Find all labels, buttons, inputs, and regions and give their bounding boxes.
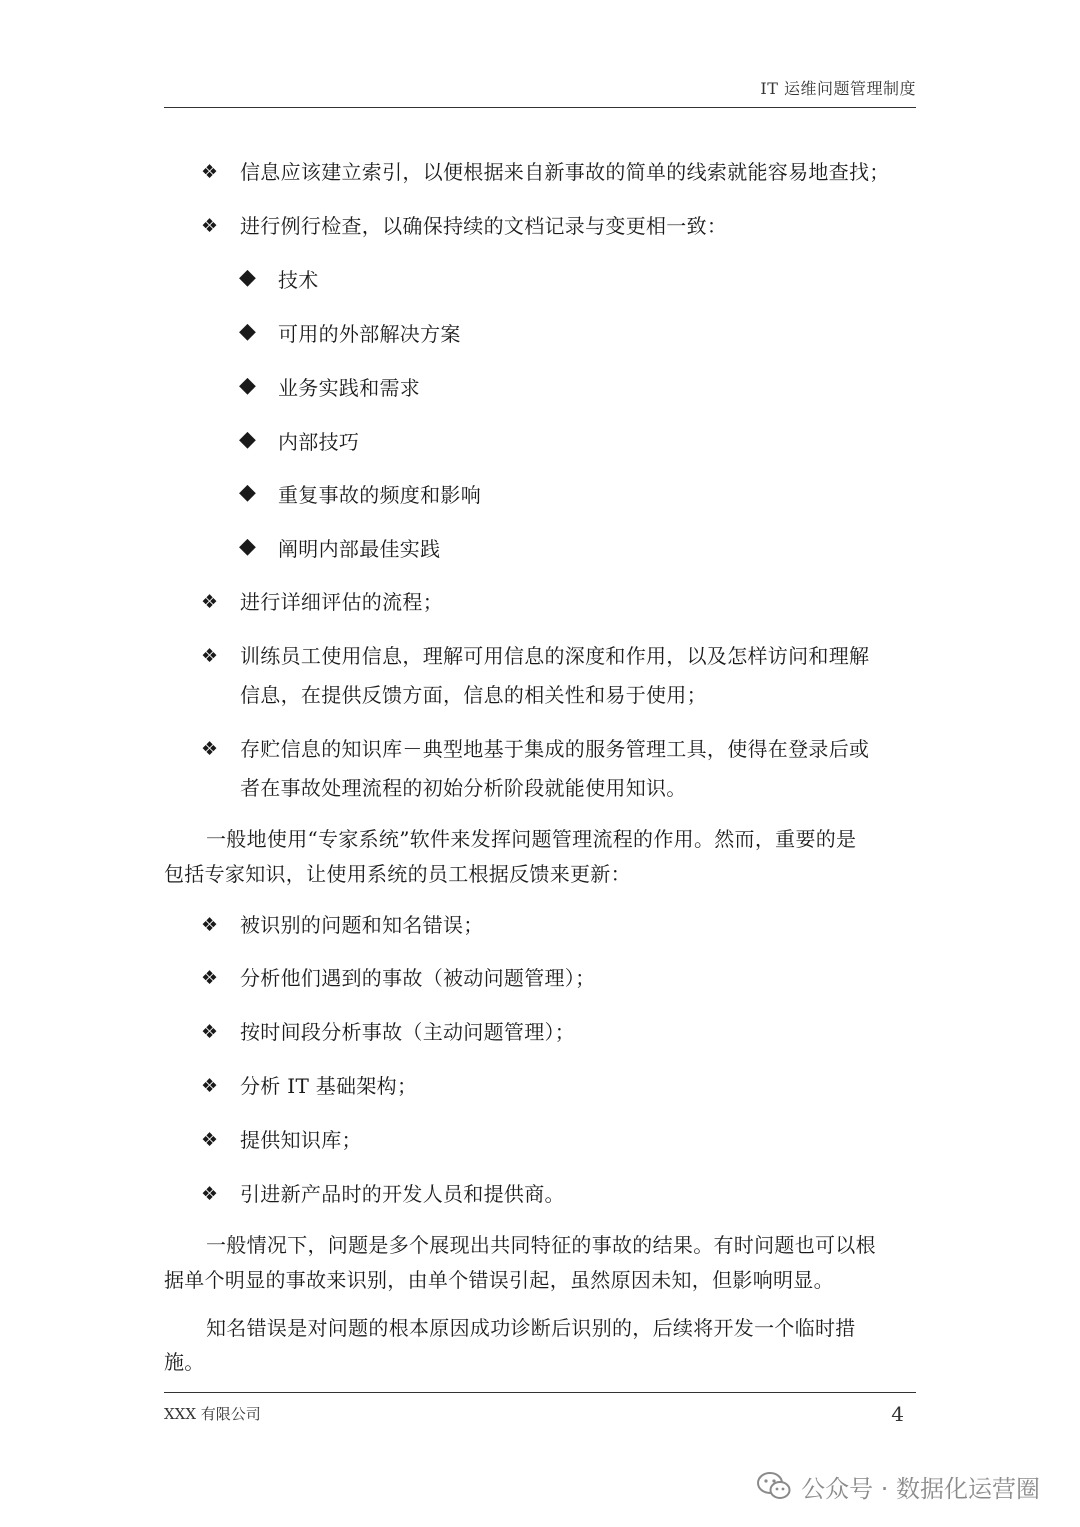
document-title: IT 运维问题管理制度 xyxy=(760,79,916,98)
bullet-icon: ❖ xyxy=(201,1021,219,1043)
paragraph-line: 一般地使用“专家系统”软件来发挥问题管理流程的作用。然而，重要的是 xyxy=(206,827,857,851)
sublist-item: 阐明内部最佳实践 xyxy=(278,537,441,561)
sublist-item: 内部技巧 xyxy=(278,430,360,454)
watermark-text: 公众号 · 数据化运营圈 xyxy=(801,1474,1040,1503)
diamond-bullet-icon: ◆ xyxy=(239,534,256,559)
list-item: 存贮信息的知识库－典型地基于集成的服务管理工具，使得在登录后或 xyxy=(240,737,870,761)
footer-divider xyxy=(164,1392,916,1393)
diamond-bullet-icon: ◆ xyxy=(239,373,256,398)
list-item: 提供知识库； xyxy=(240,1128,362,1152)
bullet-icon: ❖ xyxy=(201,738,219,760)
list-item-continuation: 者在事故处理流程的初始分析阶段就能使用知识。 xyxy=(240,776,687,800)
watermark xyxy=(757,1468,1040,1504)
list-item: 分析 IT 基础架构； xyxy=(240,1074,418,1098)
diamond-bullet-icon: ◆ xyxy=(239,427,256,452)
wechat-icon xyxy=(757,1472,791,1500)
bullet-icon: ❖ xyxy=(201,1129,219,1151)
paragraph-line: 据单个明显的事故来识别，由单个错误引起，虽然原因未知，但影响明显。 xyxy=(164,1268,834,1292)
paragraph-line: 施。 xyxy=(164,1350,205,1374)
list-item: 分析他们遇到的事故（被动问题管理）； xyxy=(240,966,596,990)
paragraph-line: 一般情况下，问题是多个展现出共同特征的事故的结果。有时问题也可以根 xyxy=(206,1233,876,1257)
diamond-bullet-icon: ◆ xyxy=(239,480,256,505)
bullet-icon: ❖ xyxy=(201,215,219,237)
sublist-item: 可用的外部解决方案 xyxy=(278,322,461,346)
header-divider xyxy=(164,107,916,108)
paragraph-line: 知名错误是对问题的根本原因成功诊断后识别的，后续将开发一个临时措 xyxy=(206,1316,856,1340)
paragraph-line: 包括专家知识，让使用系统的员工根据反馈来更新： xyxy=(164,862,631,886)
list-item: 进行例行检查，以确保持续的文档记录与变更相一致： xyxy=(240,214,728,238)
sublist-item: 技术 xyxy=(278,268,319,292)
bullet-icon: ❖ xyxy=(201,914,219,936)
diamond-bullet-icon: ◆ xyxy=(239,319,256,344)
company-name: XXX 有限公司 xyxy=(164,1405,261,1423)
sublist-item: 业务实践和需求 xyxy=(278,376,421,400)
list-item: 按时间段分析事故（主动问题管理）； xyxy=(240,1020,576,1044)
list-item-continuation: 信息，在提供反馈方面，信息的相关性和易于使用； xyxy=(240,683,707,707)
bullet-icon: ❖ xyxy=(201,1075,219,1097)
diamond-bullet-icon: ◆ xyxy=(239,265,256,290)
bullet-icon: ❖ xyxy=(201,967,219,989)
list-item: 引进新产品时的开发人员和提供商。 xyxy=(240,1182,565,1206)
list-item: 进行详细评估的流程； xyxy=(240,590,443,614)
bullet-icon: ❖ xyxy=(201,645,219,667)
page-number: 4 xyxy=(891,1402,904,1426)
sublist-item: 重复事故的频度和影响 xyxy=(278,483,481,507)
bullet-icon: ❖ xyxy=(201,1183,219,1205)
bullet-icon: ❖ xyxy=(201,161,219,183)
list-item: 被识别的问题和知名错误； xyxy=(240,913,484,937)
list-item: 训练员工使用信息，理解可用信息的深度和作用，以及怎样访问和理解 xyxy=(240,644,870,668)
bullet-icon: ❖ xyxy=(201,591,219,613)
list-item: 信息应该建立索引，以便根据来自新事故的简单的线索就能容易地查找； xyxy=(240,160,890,184)
